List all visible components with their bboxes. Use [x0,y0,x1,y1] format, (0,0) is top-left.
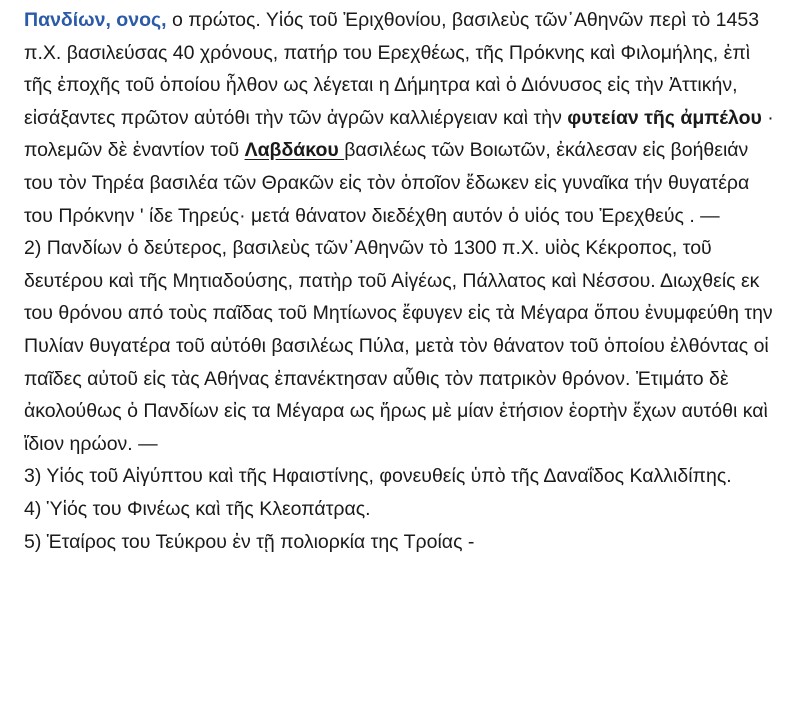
sense-3-paragraph: 3) Υἱός τοῦ Αἰγύπτου καὶ τῆς Ηφαιστίνης, φονευθείς ὑπὸ τῆς Δαναΐδος Καλλιδίπης. [24,465,732,488]
sense-1-text-c: βασιλέως τῶν Βοιωτῶν, ἐκάλεσαν εἰς βοήθειάν του τὸν Τηρέα βασιλέα τῶν Θρακῶν εἰς τὸν ὁποῖον ἔδωκεν εἰς γυναῖκα τήν θυγατέρα του Πρόκνην ' ίδε Τηρεύς· μετά θάνατον διεδέχθη αυτόν ὁ υἱός του Ἐρεχθεύς . — [24,139,750,227]
cross-reference-link-labdakos[interactable]: Λαβδάκου [244,139,345,162]
sense-5-paragraph: 5) Ἑταίρος του Τεύκρου ἐν τῇ πολιορκία της Τροίας - [24,530,475,553]
sense-1-paragraph [24,4,775,232]
sense-1-text-a: ο πρώτος. Υἱός τοῦ Ἐριχθονίου, βασιλεὺς τῶν᾽Αθηνῶν περὶ τὸ 1453 π.Χ. βασιλεύσας 40 χρόνους, πατήρ του Ερεχθέως, τῆς Πρόκνης καὶ Φιλομήλης, ἐπὶ τῆς ἐποχῆς τοῦ ὁποίου ἦλθον ως λέγεται η Δήμητρα καὶ ὁ Διόνυσος εἰς τὴν Ἀττικήν, εἰσάξαντες πρῶτον αὐτόθι τὴν τῶν ἀγρῶν καλλιέργειαν καὶ τὴν [24,9,760,129]
sense-4-paragraph: 4) Ὑἱός του Φινέως καὶ τῆς Κλεοπάτρας. [24,497,371,520]
sense-1-text-b: · πολεμῶν δὲ ἐναντίον τοῦ [24,106,774,162]
headword: Πανδίων, ονος, [24,9,167,31]
emphasis-vine-planting: φυτείαν τῆς ἀμπέλου [567,106,762,129]
sense-2-paragraph: 2) Πανδίων ὁ δεύτερος, βασιλεὺς τῶν᾽Αθηνῶν τὸ 1300 π.Χ. υἱὸς Κέκροπος, τοῦ δευτέρου καὶ τῆς Μητιαδούσης, πατὴρ τοῦ Αἰγέως, Πάλλατος καὶ Νέσσου. Διωχθείς εκ του θρόνου από τοὺς παῖδας τοῦ Μητίωνος ἔφυγεν εἰς τὰ Μέγαρα ὅπου ἐνυμφεύθη την Πυλίαν θυγατέρα τοῦ αὐτόθι βασιλέως Πύλα, μετὰ τὸν θάνατον τοῦ ὁποίου ἐλθόντας οἱ παῖδες αὐτοῦ εἰς τὰς Αθήνας ἐπανέκτησαν αὖθις τὸν πατρικὸν θρόνον. Ἐτιμάτο δὲ ἀκολούθως ὁ Πανδίων εἰς τα Μέγαρα ως ἥρως μὲ μίαν ἐτήσιον ἑορτὴν ἔχων αυτόθι καὶ ἴδιον ηρώον. — [24,237,773,455]
